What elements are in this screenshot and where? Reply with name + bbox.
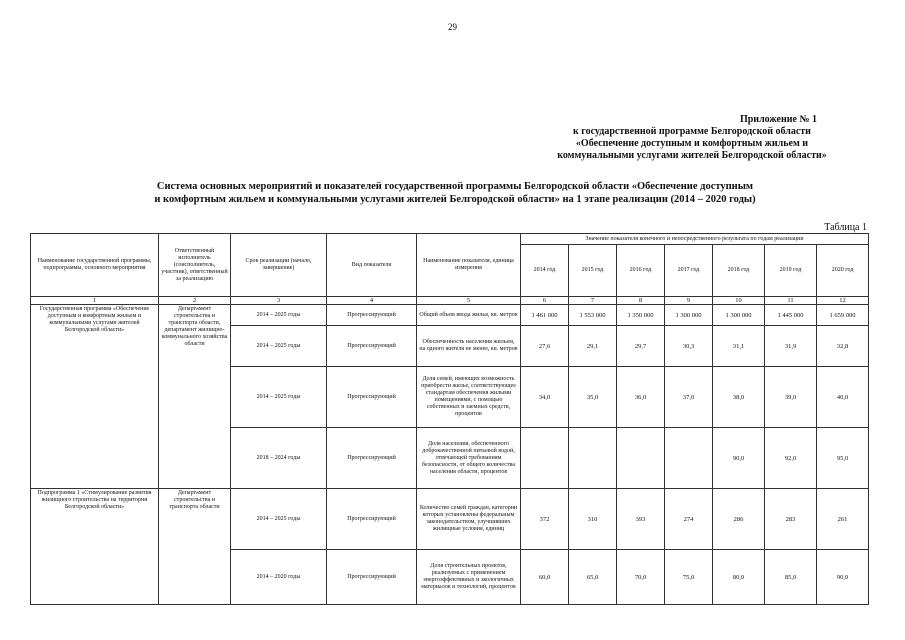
period-cell: 2014 – 2020 годы (231, 550, 327, 605)
value-cell: 27,6 (521, 326, 569, 367)
header-col-4: Вид показателя (327, 234, 417, 297)
responsible-executor: Департамент строительства и транспорта области, департамент жилищно-коммунального хозяйства области (159, 305, 231, 489)
value-cell: 286 (713, 489, 765, 550)
table-row (31, 305, 869, 326)
col-number: 5 (417, 297, 521, 305)
value-cell: 1 461 000 (521, 305, 569, 326)
value-cell: 85,0 (765, 550, 817, 605)
period-cell: 2018 – 2024 годы (231, 428, 327, 489)
indicator-type-cell: Прогрессирующий (327, 489, 417, 550)
col-number: 10 (713, 297, 765, 305)
col-number: 4 (327, 297, 417, 305)
value-cell (617, 428, 665, 489)
value-cell: 40,0 (817, 367, 869, 428)
indicator-name-cell: Общий объем ввода жилья, кв. метров (417, 305, 521, 326)
value-cell: 38,0 (713, 367, 765, 428)
value-cell: 29,7 (617, 326, 665, 367)
col-number: 12 (817, 297, 869, 305)
col-number: 9 (665, 297, 713, 305)
header-col-1: Наименование государственной программы, подпрограммы, основного мероприятия (31, 234, 159, 297)
header-year: 2020 год (817, 245, 869, 297)
value-cell (521, 428, 569, 489)
annex-line-2: к государственной программе Белгородской области (573, 126, 811, 137)
header-year: 2014 год (521, 245, 569, 297)
value-cell: 36,0 (617, 367, 665, 428)
col-number: 6 (521, 297, 569, 305)
header-values-group: Значение показателя конечного и непосредственного результата по годам реализации (521, 234, 869, 245)
header-year: 2017 год (665, 245, 713, 297)
value-cell: 393 (617, 489, 665, 550)
responsible-executor: Департамент строительства и транспорта области (159, 489, 231, 605)
header-year: 2019 год (765, 245, 817, 297)
value-cell: 70,0 (617, 550, 665, 605)
value-cell: 95,0 (817, 428, 869, 489)
value-cell: 65,0 (569, 550, 617, 605)
indicator-name-cell: Доля населения, обеспеченного доброкачественной питьевой водой, отвечающей требованиям безопасности, от общего количества населения области, процентов (417, 428, 521, 489)
title-line-1: Система основных мероприятий и показателей государственной программы Белгородской области «Обеспечение доступным (156, 181, 754, 192)
value-cell (665, 428, 713, 489)
document-title (40, 180, 870, 206)
value-cell: 261 (817, 489, 869, 550)
value-cell: 92,0 (765, 428, 817, 489)
value-cell: 1 553 000 (569, 305, 617, 326)
annex-line-3: «Обеспечение доступным и комфортным жильем и (575, 138, 809, 149)
col-number: 2 (159, 297, 231, 305)
value-cell: 34,0 (521, 367, 569, 428)
indicator-name-cell: Доля строительных проектов, реализуемых с применением энергоэффективных и экологичных материалов и технологий, процентов (417, 550, 521, 605)
value-cell: 90,0 (817, 550, 869, 605)
value-cell (569, 428, 617, 489)
indicator-type-cell: Прогрессирующий (327, 367, 417, 428)
indicator-name-cell: Обеспеченность населения жильем, на одного жителя не менее, кв. метров (417, 326, 521, 367)
annex-header (527, 114, 857, 162)
subprogram-name: Подпрограмма 1 «Стимулирование развития жилищного строительства на территории Белгородской области» (31, 489, 159, 605)
period-cell: 2014 – 2025 годы (231, 305, 327, 326)
value-cell: 60,0 (521, 550, 569, 605)
value-cell: 37,0 (665, 367, 713, 428)
col-number: 7 (569, 297, 617, 305)
period-cell: 2014 – 2025 годы (231, 326, 327, 367)
value-cell: 75,0 (665, 550, 713, 605)
indicator-type-cell: Прогрессирующий (327, 305, 417, 326)
value-cell: 39,0 (765, 367, 817, 428)
value-cell: 31,9 (765, 326, 817, 367)
indicator-name-cell: Количество семей граждан, категории которых установлены федеральным законодательством, улучшивших жилищные условия, единиц (417, 489, 521, 550)
indicator-name-cell: Доля семей, имеющих возможность приобрести жилье, соответствующее стандартам обеспечения жилыми помещениями, с помощью собственных и заемных средств, процентов (417, 367, 521, 428)
value-cell: 80,0 (713, 550, 765, 605)
header-col-2: Ответственный исполнитель (соисполнитель, участник), ответственный за реализацию (159, 234, 231, 297)
value-cell: 1 350 000 (617, 305, 665, 326)
indicator-type-cell: Прогрессирующий (327, 550, 417, 605)
value-cell: 35,0 (569, 367, 617, 428)
value-cell: 1 445 000 (765, 305, 817, 326)
col-number: 1 (31, 297, 159, 305)
value-cell: 283 (765, 489, 817, 550)
value-cell: 1 659 000 (817, 305, 869, 326)
header-col-5: Наименование показателя, единица измерения (417, 234, 521, 297)
page-number: 29 (448, 22, 457, 32)
header-year: 2016 год (617, 245, 665, 297)
header-year: 2018 год (713, 245, 765, 297)
header-year: 2015 год (569, 245, 617, 297)
period-cell: 2014 – 2025 годы (231, 367, 327, 428)
value-cell: 1 300 000 (713, 305, 765, 326)
header-col-3: Срок реализации (начало, завершение) (231, 234, 327, 297)
value-cell: 310 (569, 489, 617, 550)
value-cell: 1 300 000 (665, 305, 713, 326)
title-line-2: и комфортным жильем и коммунальными услугами жителей Белгородской области» на 1 этапе реализации (2014 – 2020 годы) (154, 194, 756, 205)
col-number: 11 (765, 297, 817, 305)
value-cell: 90,0 (713, 428, 765, 489)
table-row (31, 489, 869, 550)
value-cell: 29,1 (569, 326, 617, 367)
col-number: 8 (617, 297, 665, 305)
indicators-table (30, 233, 869, 605)
period-cell: 2014 – 2025 годы (231, 489, 327, 550)
value-cell: 372 (521, 489, 569, 550)
program-name: Государственная программа «Обеспечение доступным и комфортным жильем и коммунальными услугами жителей Белгородской области» (31, 305, 159, 489)
annex-line-4: коммунальными услугами жителей Белгородской области» (557, 150, 827, 161)
value-cell: 32,8 (817, 326, 869, 367)
indicator-type-cell: Прогрессирующий (327, 428, 417, 489)
value-cell: 30,3 (665, 326, 713, 367)
annex-line-1: Приложение № 1 (739, 114, 817, 125)
col-number: 3 (231, 297, 327, 305)
value-cell: 274 (665, 489, 713, 550)
column-number-row (31, 297, 869, 305)
indicator-type-cell: Прогрессирующий (327, 326, 417, 367)
value-cell: 31,1 (713, 326, 765, 367)
table-label: Таблица 1 (824, 222, 867, 233)
